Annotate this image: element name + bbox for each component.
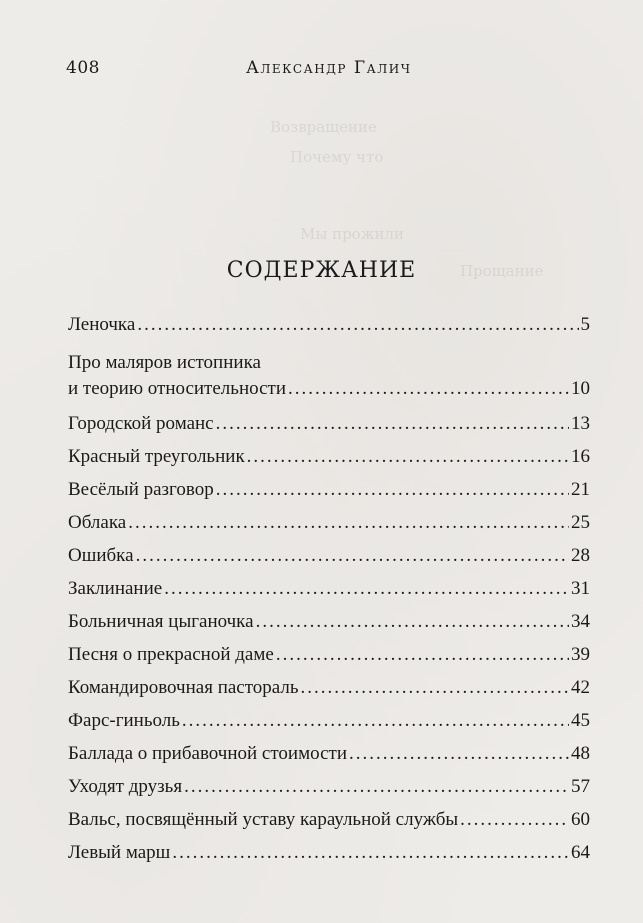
toc-entry-page: 25 — [571, 512, 590, 533]
dot-leader — [184, 774, 569, 800]
toc-entry-page: 10 — [571, 378, 590, 399]
toc-entry-lenochka[interactable] — [68, 312, 590, 338]
toc-entry-title-line1: Про маляров истопника — [68, 352, 261, 373]
toc-entry-page: 57 — [571, 776, 590, 797]
dot-leader — [137, 312, 578, 338]
toc-entry-vals-ustavu-karaulnoy-sluzhby[interactable] — [68, 807, 590, 833]
page-header — [66, 58, 583, 88]
toc-entry-page: 42 — [571, 677, 590, 698]
dot-leader — [216, 477, 569, 503]
dot-leader — [256, 609, 569, 635]
dot-leader — [182, 708, 569, 734]
toc-entry-title: Вальс, посвящённый уставу караульной службы — [68, 809, 459, 830]
toc-entry-title: Весёлый разговор — [68, 479, 214, 500]
toc-entry-zaklinanie[interactable] — [68, 576, 590, 602]
toc-entry-title: и теорию относительности — [68, 378, 286, 399]
toc-entry-title: Баллада о прибавочной стоимости — [68, 743, 347, 764]
page-number: 408 — [66, 58, 100, 78]
dot-leader — [247, 444, 569, 470]
toc-entry-levy-marsh[interactable] — [68, 840, 590, 866]
dot-leader — [128, 510, 569, 536]
toc-entry-page: 13 — [571, 413, 590, 434]
toc-entry-oblaka[interactable] — [68, 510, 590, 536]
toc-entry-title: Леночка — [68, 314, 136, 335]
toc-entry-title: Ошибка — [68, 545, 134, 566]
dot-leader — [276, 642, 569, 668]
bleed-through-text: Почему что — [290, 148, 384, 166]
toc-entry-page: 21 — [571, 479, 590, 500]
toc-entry-page: 31 — [571, 578, 590, 599]
bleed-through-text: Прощание — [460, 262, 544, 280]
toc-entry-vesyoly-razgovor[interactable] — [68, 477, 590, 503]
dot-leader — [216, 411, 569, 437]
toc-entry-title: Уходят друзья — [68, 776, 183, 797]
bleed-through-text: Возвращение — [270, 118, 377, 136]
toc-entry-ukhodyat-druzya[interactable] — [68, 774, 590, 800]
toc-entry-pesnya-o-prekrasnoy-dame[interactable] — [68, 642, 590, 668]
dot-leader — [460, 807, 569, 833]
toc-entry-page: 64 — [571, 842, 590, 863]
running-head-author: Александр Галич — [246, 58, 412, 78]
toc-entry-title: Левый марш — [68, 842, 171, 863]
dot-leader — [172, 840, 569, 866]
dot-leader — [288, 376, 569, 402]
toc-entry-bolnichnaya-tsyganochka[interactable] — [68, 609, 590, 635]
toc-title: СОДЕРЖАНИЕ — [226, 258, 417, 283]
toc-entry-fars-ginol[interactable] — [68, 708, 590, 734]
toc-entry-title: Городской романс — [68, 413, 214, 434]
dot-leader — [349, 741, 569, 767]
toc-entry-pro-malyarov[interactable] — [68, 350, 590, 402]
toc-entry-title: Больничная цыганочка — [68, 611, 254, 632]
toc-entry-gorodskoy-romans[interactable] — [68, 411, 590, 437]
toc-entry-krasny-treugolnik[interactable] — [68, 444, 590, 470]
toc-entry-page: 60 — [571, 809, 590, 830]
toc-entry-page: 16 — [571, 446, 590, 467]
toc-entry-page: 34 — [571, 611, 590, 632]
toc-entry-komandirovochnaya-pastoral[interactable] — [68, 675, 590, 701]
toc-entry-page: 48 — [571, 743, 590, 764]
dot-leader — [164, 576, 569, 602]
toc-entry-page: 5 — [580, 314, 590, 335]
toc-entry-oshibka[interactable] — [68, 543, 590, 569]
toc-entry-page: 28 — [571, 545, 590, 566]
toc-entry-title: Заклинание — [68, 578, 163, 599]
dot-leader — [301, 675, 569, 701]
toc-entry-title: Облака — [68, 512, 127, 533]
toc-entry-title: Песня о прекрасной даме — [68, 644, 274, 665]
toc-entry-page: 39 — [571, 644, 590, 665]
toc-entry-title: Командировочная пастораль — [68, 677, 299, 698]
bleed-through-text: Мы прожили — [300, 225, 405, 243]
dot-leader — [136, 543, 569, 569]
toc-entry-title: Красный треугольник — [68, 446, 245, 467]
toc-entry-title: Фарс-гиньоль — [68, 710, 180, 731]
toc-entry-page: 45 — [571, 710, 590, 731]
toc-entry-ballada-o-pribavochnoy-stoimosti[interactable] — [68, 741, 590, 767]
